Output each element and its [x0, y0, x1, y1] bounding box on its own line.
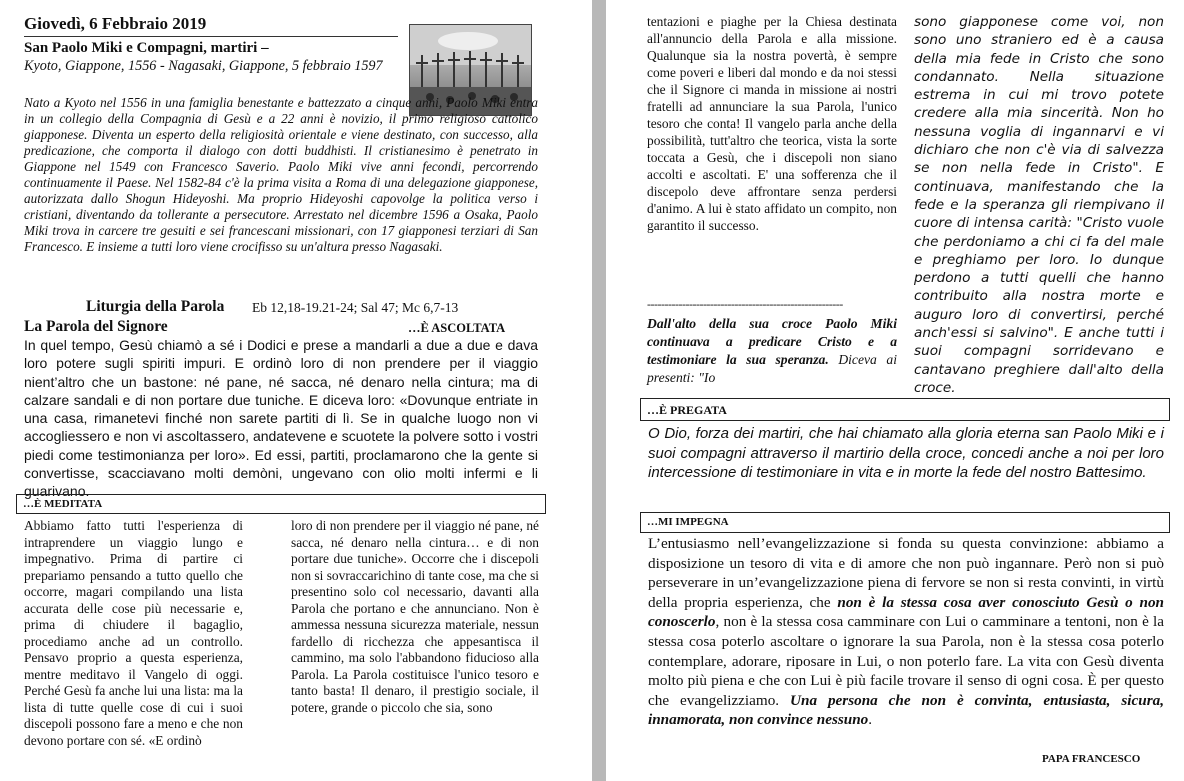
- meditation-column-1: Abbiamo fatto tutti l'esperienza di intraprendere un viaggio lungo e impegnativo. Prima di partire ci prepariamo pensando a tutto quello che occorre, magari compilando una lista accurata delle cose più necessarie e, prima di chiudere il bagaglio, procediamo anche ad un controllo. Pensavo proprio a questa esperienza, mentre meditavo il Vangelo di oggi. Perché Gesù fa anche lui una lista: ma la lista di tutte quelle cose di cui i suoi discepoli possono fare a meno e che non devono portare con sé. «E ordinò: [24, 518, 243, 748]
- miki-preaching-text: [647, 315, 897, 387]
- word-of-lord-title: La Parola del Signore: [24, 318, 168, 335]
- meditation-column-2: loro di non prendere per il viaggio né pane, né sacca, né denaro nella cintura… e di non portare due tuniche». Occorre che i discepoli non si sovraccarichino di tante cose, ma che si presentino solo col necessario, davanti alla Parola che portano e che annunciano. Non è ammessa nessuna sicurezza materiale, nessun fardello di ricchezza che appesantisca il cammino, ma solo l'abbandono fiducioso alla Parola. La Parola costituisce l'unico tesoro e tanto basta! Il denaro, il prestigio sociale, il potere, grande o piccolo che sia, sono: [291, 518, 540, 715]
- miki-highlight: Dall'alto della sua croce Paolo Miki continuava a predicare Cristo e a testimoniare la sua speranza.: [647, 316, 897, 367]
- commitment-part-2: , non è la stessa cosa camminare con Lui o camminare a tentoni, non è la stessa cosa poterlo ascoltare o ignorare la sua Parola, non è la stessa cosa poterlo contemplare, adorare, riposare in Lui, o non poterlo fare. La vita con Gesù diventa molto più piena e che con Lui è più facile trovare il senso di ogni cosa. È per questo che evangelizziamo.: [648, 613, 1164, 709]
- ascoltata-label: …È ASCOLTATA: [408, 321, 506, 335]
- prayer-text: O Dio, forza dei martiri, che hai chiamato alla gloria eterna san Paolo Miki e i suoi compagni attraverso il martirio della croce, concedi anche a noi per loro intercessione di testimoniare in vita e in morte la fede del nostro Battesimo.: [648, 425, 1164, 481]
- pregata-section-header: [640, 398, 1170, 421]
- commitment-end: .: [868, 711, 873, 729]
- meditata-section-header: [16, 494, 546, 514]
- meditation-column-3: tentazioni e piaghe per la Chiesa destinata all'annuncio della Parola e alla missione. Qualunque sia la nostra povertà, è sempre come poveri e liberi dal mondo e da noi stessi che il Signore ci manda in missione ai nostri fratelli ad annunciare la sua Parola, l'unico tesoro che conta! Il vangelo parla anche della possibilità, tutt'altro che teorica, vista la sorte toccata a Gesù, che i discepoli non siano accolti e ascoltati. E' una sofferenza che il discepolo deve affrontare senza perdersi d'animo. A lui è stato affidato un compito, non garantito il successo.: [647, 14, 897, 233]
- saint-place-dates: Kyoto, Giappone, 1556 - Nagasaki, Giappone, 5 febbraio 1597: [24, 58, 383, 74]
- dashed-separator: --------------------------------------------------------: [647, 297, 843, 311]
- commitment-text: [648, 534, 1164, 730]
- commitment-part-1: L’entusiasmo nell’evangelizzazione si fonda su questa convinzione: abbiamo a disposizione un tesoro di vita e di amore che non può ingannare. Però non si può perseverare in un’evangelizzazione piena di fervore se non si resta convinti, in virtù della propria esperienza, che: [648, 535, 1164, 611]
- author-signature: PAPA FRANCESCO: [1042, 753, 1141, 765]
- miki-quote-start: Diceva ai presenti: "Io: [647, 352, 897, 385]
- date-underline: [24, 36, 398, 37]
- liturgy-title: Liturgia della Parola: [86, 298, 225, 315]
- gospel-text: In quel tempo, Gesù chiamò a sé i Dodici e prese a mandarli a due a due e dava loro potere sugli spiriti impuri. E ordinò loro di non prendere per il viaggio nient’altro che un bastone: né pane, né sacca, né denaro nella cintura; ma di calzare sandali e di non portare due tuniche. E diceva loro: «Dovunque entriate in una casa, rimanetevi finché non sarete partiti di lì. Se in qualche luogo non vi accogliessero e non vi ascoltassero, andatevene e scuotete la polvere sotto i vostri piedi come testimonianza per loro». Ed essi, partiti, proclamarono che la gente si convertisse, scacciavano molti demòni, ungevano con olio molti infermi e li guarivano.: [24, 337, 538, 500]
- commitment-emphasis-1: non è la stessa cosa aver conosciuto Gesù o non conoscerlo: [648, 593, 1165, 631]
- page-date: Giovedì, 6 Febbraio 2019: [24, 14, 207, 33]
- impegna-label: …MI IMPEGNA: [647, 516, 729, 528]
- meditata-label: …È MEDITATA: [23, 498, 103, 510]
- page-divider: [592, 0, 606, 781]
- pregata-label: …È PREGATA: [647, 403, 727, 417]
- impegna-section-header: [640, 512, 1170, 533]
- saint-biography: Nato a Kyoto nel 1556 in una famiglia benestante e battezzato a cinque anni, Paolo Miki entra in un collegio della Compagnia di Gesù e a 22 anni è novizio, il primo religioso cattolico giapponese. Diventa un esperto della religiosità orientale e viene destinato, con successo, alla predicazione, che comporta il dialogo con dotti buddhisti. Il cristianesimo è penetrato in Giappone nel 1549 con Francesco Saverio. Paolo Miki vive anni fecondi, percorrendo continuamente il Paese. Nel 1582-84 c'è la prima visita a Roma di una delegazione giapponese, autorizzata dallo Shogun Hideyoshi. Ma proprio Hideyoshi capovolge la politica verso i cristiani, diventando da tollerante a persecutore. Arrestato nel dicembre 1596 a Osaka, Paolo Miki trova in carcere tre gesuiti e sei francescani missionari, con 17 giapponesi terziari di San Francesco. E insieme a tutti loro viene crocifisso su un'altura presso Nagasaki.: [24, 95, 538, 254]
- liturgy-references: Eb 12,18-19.21-24; Sal 47; Mc 6,7-13: [252, 300, 459, 315]
- commitment-emphasis-2: Una persona che non è convinta, entusiasta, sicura, innamorata, non convince nessuno: [648, 691, 1164, 729]
- miki-quote-column: sono giapponese come voi, non sono uno straniero ed è a causa della mia fede in Cristo che sono condannato. Nella situazione estrema in cui mi trovo potete credere alla mia sincerità. Non ho nessuna voglia di ingannarvi e vi dichiaro che non c'è via di salvezza se non nella fede in Cristo". E continuava, manifestando che la fede e la speranza gli riempivano il cuore di intensa carità: "Cristo vuole che perdoniamo a chi ci fa del male e preghiamo per loro. Io dunque perdono a tutti quelli che hanno contribuito alla nostra morte e auguro loro di convertirsi, perché anch'essi si salvino". E anche tutti i suoi compagni sorridevano e cantavano preghiere dall'alto della croce.: [914, 14, 1164, 396]
- saint-title: San Paolo Miki e Compagni, martiri –: [24, 40, 269, 56]
- right-page: [606, 0, 1184, 781]
